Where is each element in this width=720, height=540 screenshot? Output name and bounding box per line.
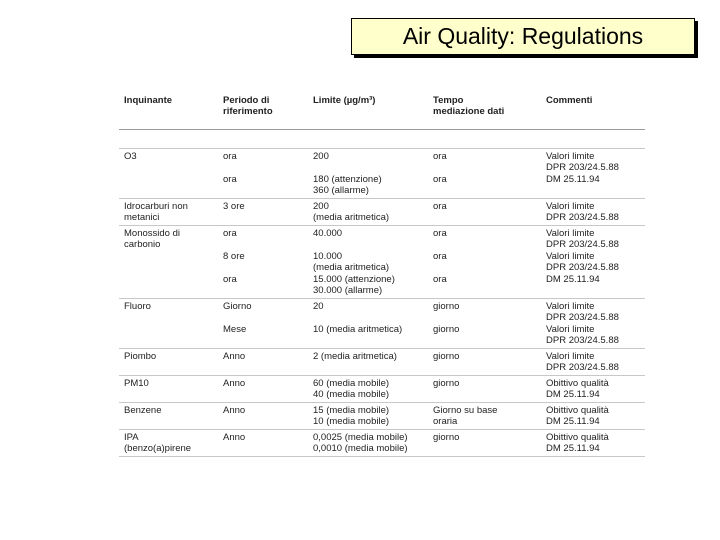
table-row [119, 199, 645, 226]
cell-comment: Obittivo qualità DM 25.11.94 [546, 432, 609, 454]
entry-line [223, 406, 645, 427]
header-pollutant: Inquinante [124, 95, 173, 106]
cell-period: Anno [223, 405, 246, 416]
entry-line [223, 302, 645, 323]
cell-pollutant: Monossido di carbonio [124, 228, 180, 250]
row-entries [223, 202, 645, 223]
cell-limit: 60 (media mobile) 40 (media mobile) [313, 378, 390, 400]
row-entries [223, 229, 645, 296]
cell-averaging-time: giorno [433, 432, 460, 443]
table-row [119, 299, 645, 349]
cell-comment: DM 25.11.94 [546, 274, 600, 285]
table-spacer-row [119, 130, 645, 149]
table-header-row [119, 92, 645, 130]
cell-averaging-time: ora [433, 201, 447, 212]
cell-limit: 15.000 (attenzione) 30.000 (allarme) [313, 274, 395, 296]
entry-line [223, 152, 645, 173]
header-period: Periodo di riferimento [223, 95, 273, 117]
cell-period: 8 ore [223, 251, 245, 262]
cell-limit: 20 [313, 301, 324, 312]
cell-averaging-time: ora [433, 228, 447, 239]
cell-comment: Obittivo qualità DM 25.11.94 [546, 378, 609, 400]
cell-limit: 200 [313, 151, 329, 162]
cell-limit: 180 (attenzione) 360 (allarme) [313, 174, 382, 196]
cell-comment: Valori limite DPR 203/24.5.88 [546, 324, 619, 346]
cell-averaging-time: ora [433, 174, 447, 185]
cell-period: ora [223, 174, 237, 185]
cell-limit: 40.000 [313, 228, 343, 239]
cell-period: Mese [223, 324, 247, 335]
cell-limit: 200 (media aritmetica) [313, 201, 390, 223]
cell-limit: 2 (media aritmetica) [313, 351, 397, 362]
cell-averaging-time: ora [433, 274, 447, 285]
table-body [119, 149, 645, 457]
row-entries [223, 302, 645, 346]
cell-period: ora [223, 151, 237, 162]
row-entries [223, 433, 645, 454]
cell-period: ora [223, 228, 237, 239]
header-limit: Limite (µg/m³) [313, 95, 376, 106]
slide-title: Air Quality: Regulations [351, 18, 695, 55]
cell-period: Anno [223, 378, 246, 389]
row-entries [223, 379, 645, 400]
cell-averaging-time: giorno [433, 324, 460, 335]
cell-limit: 15 (media mobile) 10 (media mobile) [313, 405, 390, 427]
entry-line [223, 352, 645, 373]
table-row [119, 376, 645, 403]
cell-pollutant: Fluoro [124, 301, 151, 312]
cell-averaging-time: giorno [433, 378, 460, 389]
cell-pollutant: O3 [124, 151, 137, 162]
entry-line [223, 325, 645, 346]
cell-averaging-time: ora [433, 251, 447, 262]
cell-limit: 10 (media aritmetica) [313, 324, 403, 335]
header-comments: Commenti [546, 95, 593, 106]
entry-line [223, 175, 645, 196]
row-entries [223, 406, 645, 427]
cell-pollutant: IPA (benzo(a)pirene [124, 432, 192, 454]
cell-comment: Valori limite DPR 203/24.5.88 [546, 228, 619, 250]
cell-averaging-time: giorno [433, 301, 460, 312]
cell-pollutant: PM10 [124, 378, 149, 389]
table-row [119, 430, 645, 457]
row-entries [223, 152, 645, 196]
entry-line [223, 202, 645, 223]
table-row [119, 226, 645, 299]
cell-comment: DM 25.11.94 [546, 174, 600, 185]
table-row [119, 149, 645, 199]
cell-pollutant: Benzene [124, 405, 162, 416]
cell-period: Anno [223, 432, 246, 443]
cell-comment: Valori limite DPR 203/24.5.88 [546, 151, 619, 173]
cell-averaging-time: Giorno su base oraria [433, 405, 498, 427]
cell-pollutant: Idrocarburi non metanici [124, 201, 188, 223]
cell-comment: Valori limite DPR 203/24.5.88 [546, 301, 619, 323]
cell-period: 3 ore [223, 201, 245, 212]
entry-line [223, 252, 645, 273]
cell-limit: 10.000 (media aritmetica) [313, 251, 390, 273]
row-entries [223, 352, 645, 373]
cell-comment: Obittivo qualità DM 25.11.94 [546, 405, 609, 427]
header-averaging-time: Tempo mediazione dati [433, 95, 505, 117]
cell-comment: Valori limite DPR 203/24.5.88 [546, 251, 619, 273]
cell-averaging-time: giorno [433, 351, 460, 362]
cell-averaging-time: ora [433, 151, 447, 162]
cell-pollutant: Piombo [124, 351, 157, 362]
table-row [119, 403, 645, 430]
entry-line [223, 433, 645, 454]
entry-line [223, 275, 645, 296]
cell-period: Giorno [223, 301, 252, 312]
entry-line [223, 229, 645, 250]
cell-comment: Valori limite DPR 203/24.5.88 [546, 201, 619, 223]
regulations-table [119, 92, 645, 457]
cell-period: Anno [223, 351, 246, 362]
entry-line [223, 379, 645, 400]
cell-comment: Valori limite DPR 203/24.5.88 [546, 351, 619, 373]
cell-limit: 0,0025 (media mobile) 0,0010 (media mobile) [313, 432, 408, 454]
cell-period: ora [223, 274, 237, 285]
table-row [119, 349, 645, 376]
